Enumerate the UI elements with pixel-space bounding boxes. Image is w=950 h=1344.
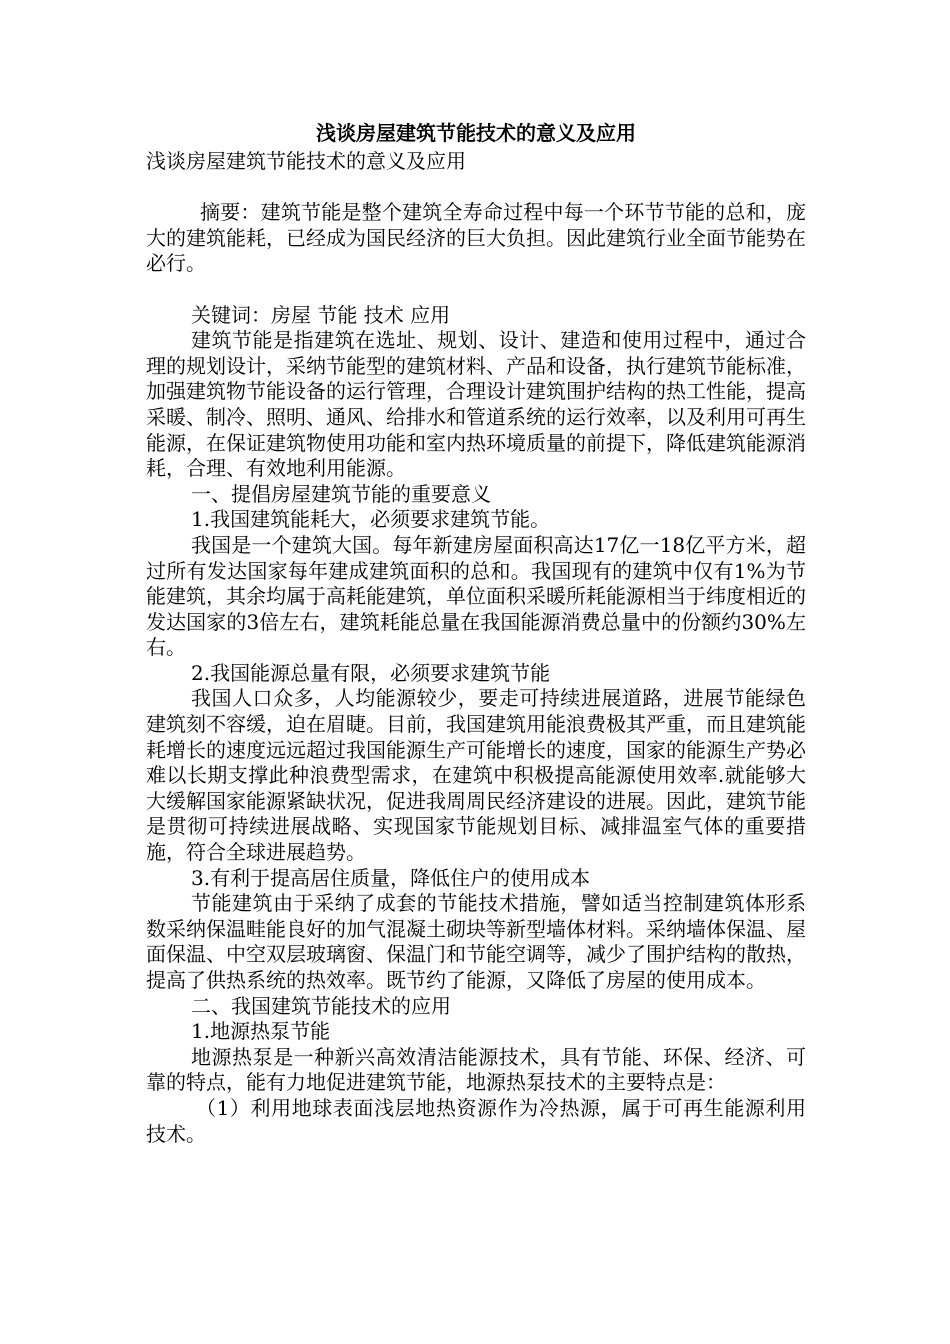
- s2-item1-point1: （1）利用地球表面浅层地热资源作为冷热源，属于可再生能源利用技术。: [146, 1095, 806, 1146]
- document-page: [146, 120, 806, 1147]
- s1-item2-paragraph: 我国人口众多，人均能源较少，要走可持续进展道路，进展节能绿色建筑刻不容缓，迫在眉睫。目前，我国建筑用能浪费极其严重，而且建筑能耗增长的速度远远超过我国能源生产可能增长的速度，国家的能源生产势必难以长期支撑此种浪费型需求，在建筑中积极提高能源使用效率.就能够大大缓解国家能源紧缺状况，促进我周周民经济建设的进展。因此，建筑节能是贯彻可持续进展战略、实现国家节能规划目标、减排温室气体的重要措施，符合全球进展趋势。: [146, 686, 806, 865]
- blank-line: [146, 277, 806, 303]
- s1-item3-heading: 3.有利于提高居住质量，降低住户的使用成本: [191, 865, 591, 890]
- s2-item1-paragraph: 地源热泵是一种新兴高效清洁能源技术，具有节能、环保、经济、可靠的特点，能有力地促进建筑节能，地源热泵技术的主要特点是：: [146, 1044, 806, 1095]
- s1-item3-paragraph: 节能建筑由于采纳了成套的节能技术措施，譬如适当控制建筑体形系数采纳保温畦能良好的加气混凝土砌块等新型墙体材料。采纳墙体保温、屋面保温、中空双层玻璃窗、保温门和节能空调等，减少了围护结构的散热，提高了供热系统的热效率。既节约了能源，又降低了房屋的使用成本。: [146, 891, 806, 992]
- s1-item1-paragraph: 我国是一个建筑大国。每年新建房屋面积高达17亿一18亿平方米，超过所有发达国家每年建成建筑面积的总和。我国现有的建筑中仅有1%为节能建筑，其余均属于高耗能建筑，单位面积采暖所耗能源相当于纬度相近的发达国家的3倍左右，建筑耗能总量在我国能源消费总量中的份额约30%左右。: [146, 532, 806, 660]
- document-title: 浅谈房屋建筑节能技术的意义及应用: [316, 121, 636, 145]
- section1-heading: 一、提倡房屋建筑节能的重要意义: [191, 481, 491, 506]
- abstract-paragraph: 摘要：建筑节能是整个建筑全寿命过程中每一个环节节能的总和，庞大的建筑能耗，已经成为国民经济的巨大负担。因此建筑行业全面节能势在必行。: [146, 200, 806, 276]
- blank-line: [146, 175, 806, 201]
- s1-item1-heading: 1.我国建筑能耗大，必须要求建筑节能。: [191, 507, 551, 532]
- keywords-line: 关键词：房屋 节能 技术 应用: [191, 302, 451, 327]
- section2-heading: 二、我国建筑节能技术的应用: [191, 993, 451, 1018]
- s2-item1-heading: 1.地源热泵节能: [191, 1019, 331, 1044]
- document-subtitle: 浅谈房屋建筑节能技术的意义及应用: [146, 149, 466, 173]
- s1-item2-heading: 2.我国能源总量有限，必须要求建筑节能: [191, 660, 551, 685]
- intro-paragraph: 建筑节能是指建筑在选址、规划、设计、建造和使用过程中，通过合理的规划设计，采纳节能型的建筑材料、产品和设备，执行建筑节能标准，加强建筑物节能设备的运行管理，合理设计建筑围护结构的热工性能，提高采暖、制冷、照明、通风、给排水和管道系统的运行效率，以及利用可再生能源，在保证建筑物使用功能和室内热环境质量的前提下，降低建筑能源消耗，合理、有效地利用能源。: [146, 328, 806, 481]
